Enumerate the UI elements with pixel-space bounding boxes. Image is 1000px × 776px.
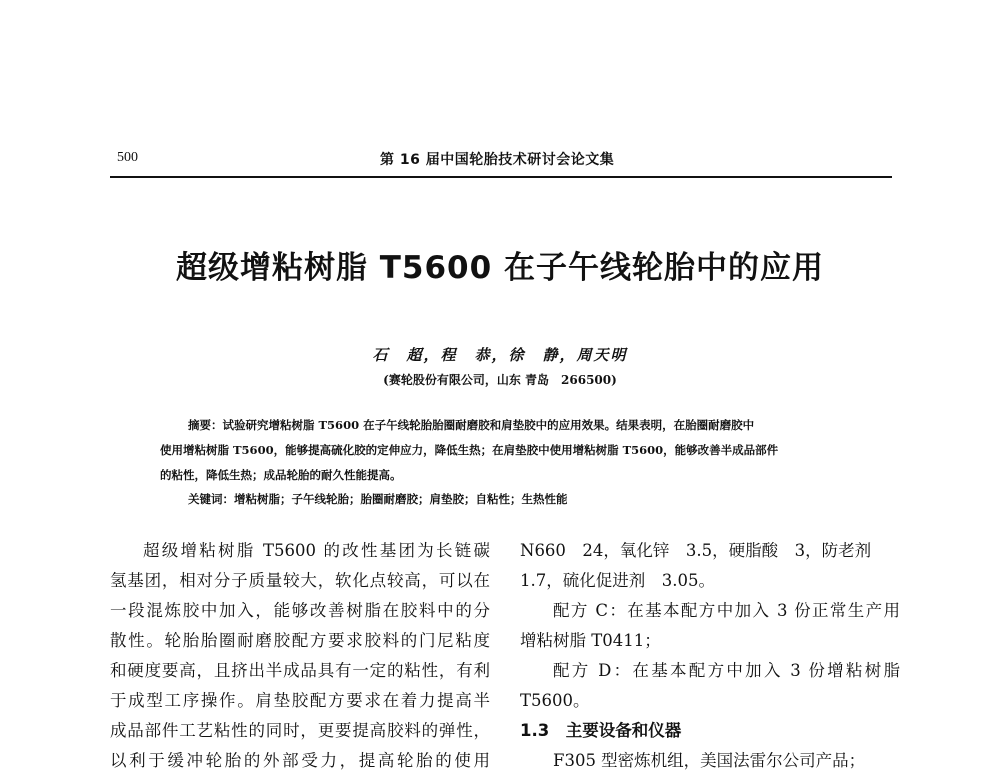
body-line: 于成型工序操作。肩垫胶配方要求在着力提高半: [110, 691, 490, 710]
body-line: 以利于缓冲轮胎的外部受力，提高轮胎的使用: [110, 751, 490, 770]
body-line: 1.7，硫化促进剂 3.05。: [520, 571, 715, 590]
body-line: 配方 C：在基本配方中加入 3 份正常生产用: [553, 601, 900, 620]
page-number: 500: [117, 150, 138, 165]
abstract-line-2: 使用增粘树脂 T5600，能够提高硫化胶的定伸应力，降低生热；在肩垫胶中使用增粘树脂 T5600，能够改善半成品部件: [160, 443, 779, 457]
body-column-right: [520, 536, 900, 776]
body-line: 一段混炼胶中加入，能够改善树脂在胶料中的分: [110, 601, 490, 620]
body-line: 配方 D：在基本配方中加入 3 份增粘树脂: [553, 661, 900, 680]
body-column-left: [110, 536, 490, 776]
body-line: F305 型密炼机组，美国法雷尔公司产品；: [553, 751, 866, 770]
body-line: 氢基团，相对分子质量较大，软化点较高，可以在: [110, 571, 490, 590]
body-line: 散性。轮胎胎圈耐磨胶配方要求胶料的门尼粘度: [110, 631, 490, 650]
section-heading: 1.3 主要设备和仪器: [520, 721, 682, 740]
abstract-line-3: 的粘性，降低生热；成品轮胎的耐久性能提高。: [160, 468, 402, 482]
body-line: N660 24，氧化锌 3.5，硬脂酸 3，防老剂: [520, 541, 872, 560]
body-line: T5600。: [520, 691, 590, 710]
authors: 石 超，程 恭，徐 静，周天明: [372, 346, 628, 364]
body-line: 增粘树脂 T0411；: [520, 631, 661, 650]
body-line: 和硬度要高，且挤出半成品具有一定的粘性，有利: [110, 661, 490, 680]
header-rule: [110, 176, 892, 178]
body-line: 成品部件工艺粘性的同时，更要提高胶料的弹性，: [110, 721, 490, 740]
affiliation: (赛轮股份有限公司，山东 青岛 266500): [383, 373, 617, 387]
abstract-line-1: 摘要：试验研究增粘树脂 T5600 在子午线轮胎胎圈耐磨胶和肩垫胶中的应用效果。结果表明，在胎圈耐磨胶中: [188, 418, 755, 432]
running-title: 第 16 届中国轮胎技术研讨会论文集: [380, 152, 615, 168]
paper-title: 超级增粘树脂 T5600 在子午线轮胎中的应用: [175, 250, 824, 286]
body-line: 超级增粘树脂 T5600 的改性基团为长链碳: [143, 541, 490, 560]
keywords: 关键词：增粘树脂；子午线轮胎；胎圈耐磨胶；肩垫胶；自粘性；生热性能: [188, 492, 568, 506]
